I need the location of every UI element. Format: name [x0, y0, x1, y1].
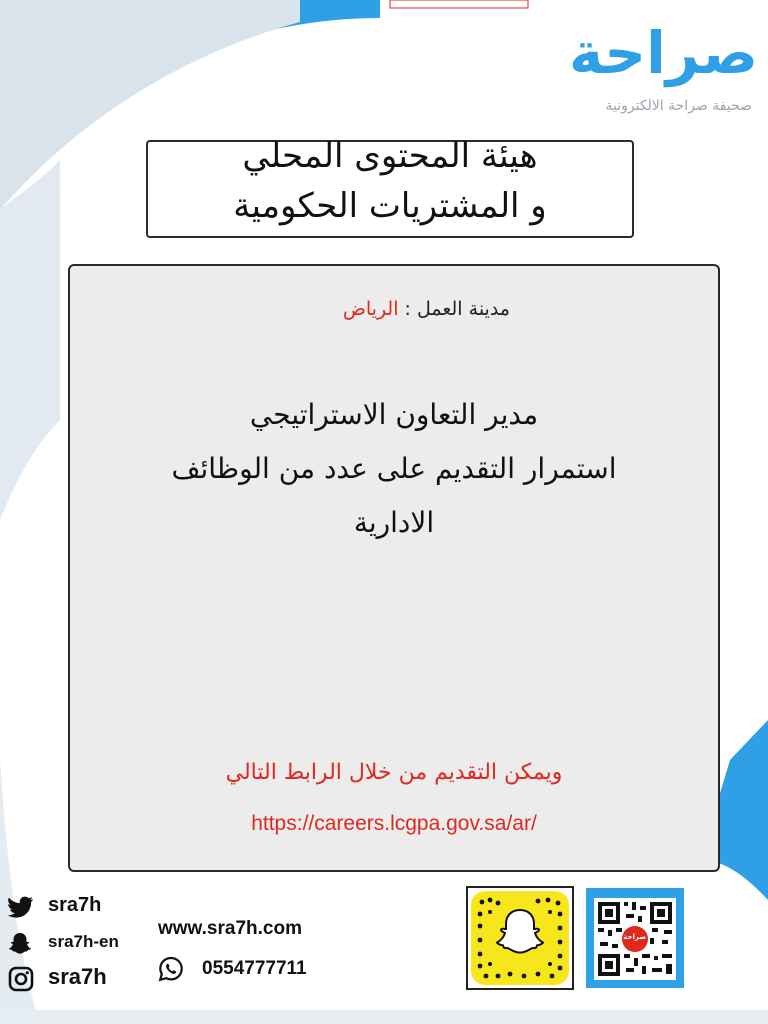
work-city-label: مدينة العمل :	[398, 298, 510, 320]
website-text[interactable]: www.sra7h.com	[158, 918, 302, 939]
logo-tagline: صحيفة صراحة الالكترونية	[605, 98, 752, 114]
snapchat-handle: sra7h-en	[48, 932, 119, 951]
twitter-handle: sra7h	[48, 894, 102, 916]
apply-instruction: ويمكن التقديم من خلال الرابط التالي	[225, 760, 563, 785]
brand-logo	[558, 18, 758, 128]
phone-number: 0554777711	[202, 958, 307, 979]
job-title-line2: استمرار التقديم على عدد من الوظائف	[171, 452, 617, 485]
twitter-icon	[8, 896, 34, 918]
work-city	[343, 298, 510, 320]
apply-link[interactable]: https://careers.lcgpa.gov.sa/ar/	[251, 812, 537, 835]
instagram-icon	[8, 966, 34, 992]
organization-title-line2: و المشتريات الحكومية	[233, 186, 547, 226]
qr-badge-text: صراحة	[623, 933, 646, 941]
job-details-box	[68, 264, 720, 872]
qr-code	[586, 888, 684, 988]
job-titles	[70, 388, 718, 550]
whatsapp-icon	[158, 956, 184, 982]
snapchat-icon	[8, 932, 32, 956]
job-title-line1: مدير التعاون الاستراتيجي	[249, 398, 539, 431]
organization-title-line1: هيئة المحتوى المحلي	[242, 136, 538, 176]
organization-title-box	[146, 136, 634, 238]
snapcode-image	[468, 888, 572, 988]
instagram-handle: sra7h	[48, 964, 107, 989]
logo-text: صراحة	[569, 19, 758, 87]
job-title-line3: الادارية	[353, 506, 435, 539]
work-city-value: الرياض	[342, 298, 399, 320]
snapchat-code	[466, 886, 574, 990]
